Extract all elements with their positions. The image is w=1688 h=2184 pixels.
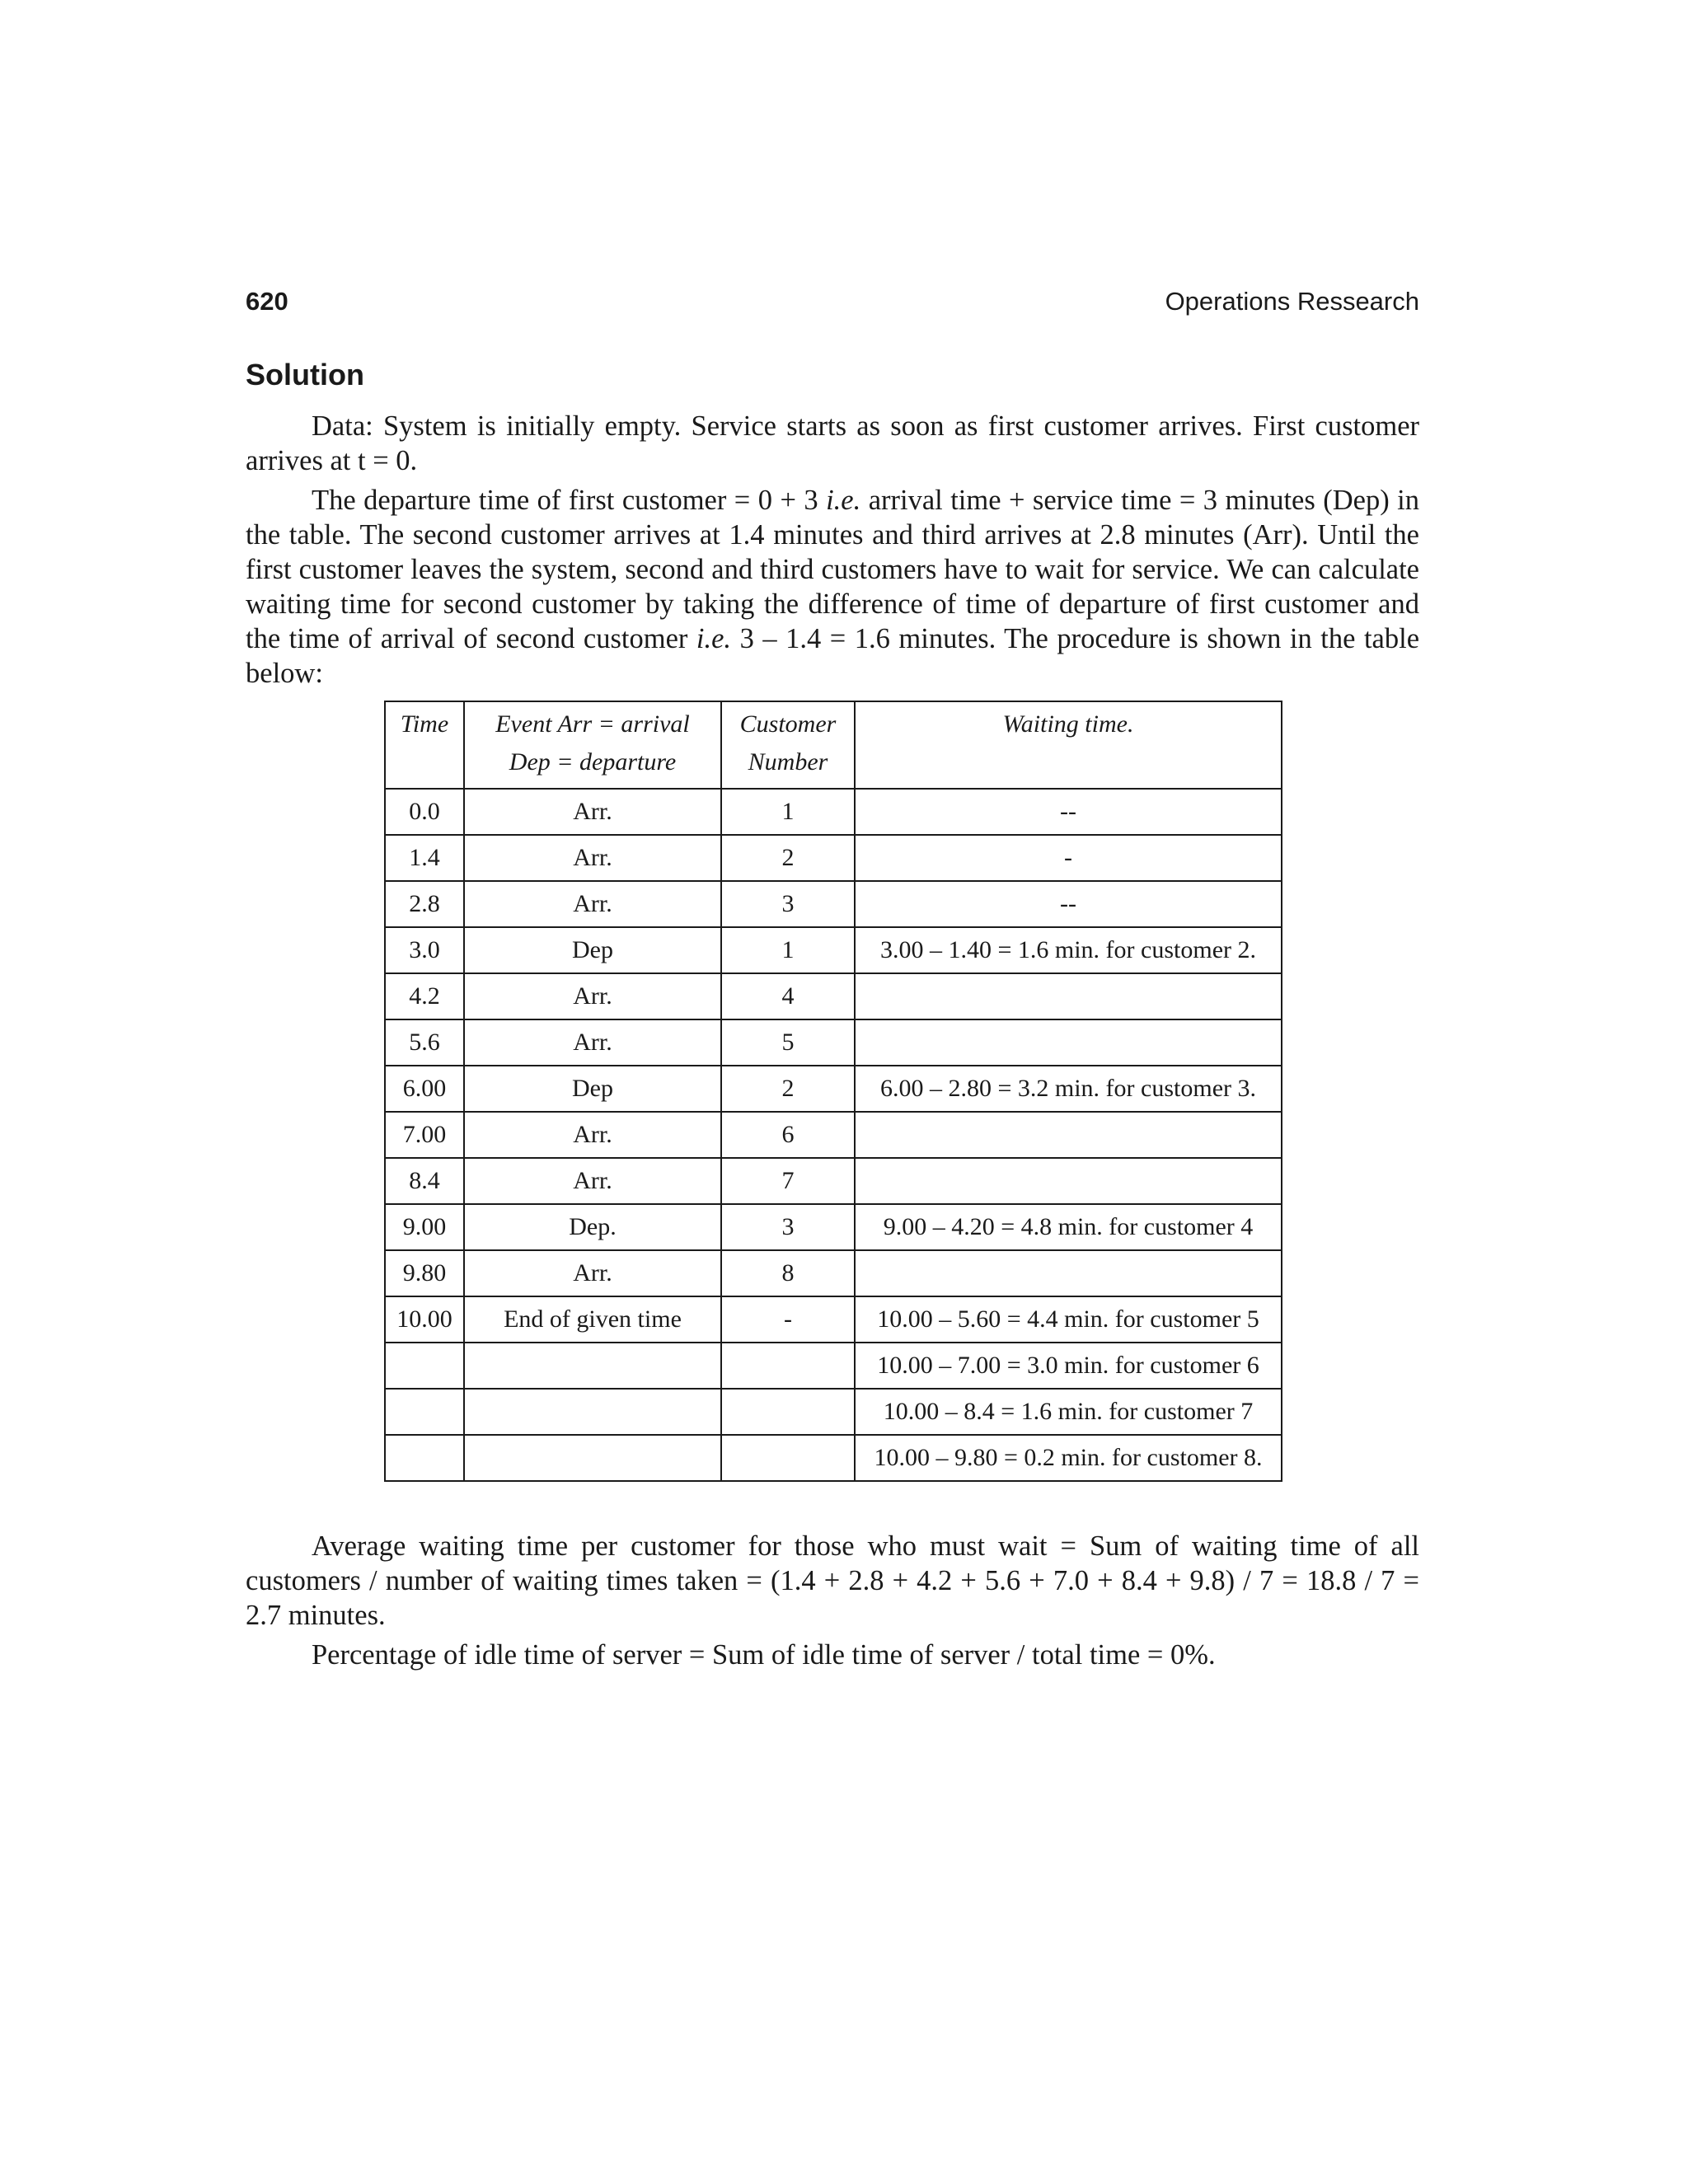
table-row [385, 1250, 1282, 1296]
cell-customer [721, 1435, 855, 1481]
section-heading: Solution [246, 358, 364, 391]
intro-paragraph-1: Data: System is initially empty. Service starts as soon as first customer arrives. First customer arrives at t = 0. [246, 410, 1419, 476]
header-waiting [855, 701, 1282, 789]
table-body [385, 789, 1282, 1481]
cell-customer: 2 [721, 1066, 855, 1112]
cell-time: 3.0 [385, 927, 464, 973]
cell-time: 6.00 [385, 1066, 464, 1112]
header-event-line-1: Event Arr = arrival [495, 710, 690, 738]
outro-text [246, 1529, 1419, 1677]
cell-event: Dep [464, 927, 721, 973]
intro-paragraph-2 [246, 483, 1419, 691]
header-customer-line-2: Number [748, 748, 828, 776]
table-row [385, 789, 1282, 835]
cell-waiting: - [855, 835, 1282, 881]
cell-customer: 3 [721, 1204, 855, 1250]
cell-time: 7.00 [385, 1112, 464, 1158]
cell-customer: 5 [721, 1019, 855, 1066]
cell-waiting [855, 973, 1282, 1019]
header-customer [721, 701, 855, 789]
cell-event: Arr. [464, 1019, 721, 1066]
cell-waiting [855, 1112, 1282, 1158]
header-time [385, 701, 464, 789]
cell-customer [721, 1343, 855, 1389]
table-row [385, 1296, 1282, 1343]
cell-event: Arr. [464, 789, 721, 835]
cell-event [464, 1435, 721, 1481]
intro-p2-before: The departure time of first customer = 0 + 3 [312, 485, 827, 516]
page-header [246, 287, 1419, 323]
cell-time [385, 1389, 464, 1435]
table-row [385, 881, 1282, 927]
cell-event: Arr. [464, 835, 721, 881]
cell-time [385, 1435, 464, 1481]
cell-waiting: 10.00 – 9.80 = 0.2 min. for customer 8. [855, 1435, 1282, 1481]
cell-time [385, 1343, 464, 1389]
cell-event: Dep [464, 1066, 721, 1112]
cell-waiting: 10.00 – 8.4 = 1.6 min. for customer 7 [855, 1389, 1282, 1435]
table-row [385, 1389, 1282, 1435]
cell-customer: 3 [721, 881, 855, 927]
cell-customer: 1 [721, 927, 855, 973]
table-row [385, 973, 1282, 1019]
table-row [385, 1343, 1282, 1389]
header-event-line-2: Dep = departure [509, 748, 677, 776]
cell-waiting: 9.00 – 4.20 = 4.8 min. for customer 4 [855, 1204, 1282, 1250]
table-row [385, 1158, 1282, 1204]
cell-waiting [855, 1019, 1282, 1066]
cell-time: 10.00 [385, 1296, 464, 1343]
intro-p2-after: 3 – 1.4 = 1.6 minutes. The procedure is shown in the table below: [246, 623, 1420, 689]
intro-text [246, 409, 1419, 696]
cell-customer: 7 [721, 1158, 855, 1204]
cell-customer: - [721, 1296, 855, 1343]
cell-event [464, 1389, 721, 1435]
cell-customer: 4 [721, 973, 855, 1019]
cell-event: Dep. [464, 1204, 721, 1250]
cell-waiting: -- [855, 881, 1282, 927]
cell-time: 0.0 [385, 789, 464, 835]
simulation-table [384, 701, 1282, 1482]
table-row [385, 927, 1282, 973]
cell-event: End of given time [464, 1296, 721, 1343]
cell-event: Arr. [464, 1112, 721, 1158]
page-number: 620 [246, 287, 288, 316]
cell-time: 5.6 [385, 1019, 464, 1066]
table-row [385, 1112, 1282, 1158]
cell-waiting: -- [855, 789, 1282, 835]
header-time-label: Time [400, 710, 449, 738]
table-header-row [385, 701, 1282, 789]
cell-time: 4.2 [385, 973, 464, 1019]
cell-waiting: 3.00 – 1.40 = 1.6 min. for customer 2. [855, 927, 1282, 973]
cell-time: 2.8 [385, 881, 464, 927]
cell-customer [721, 1389, 855, 1435]
cell-customer: 2 [721, 835, 855, 881]
cell-time: 9.80 [385, 1250, 464, 1296]
cell-waiting: 6.00 – 2.80 = 3.2 min. for customer 3. [855, 1066, 1282, 1112]
cell-waiting: 10.00 – 7.00 = 3.0 min. for customer 6 [855, 1343, 1282, 1389]
cell-event [464, 1343, 721, 1389]
running-title: Operations Ressearch [1165, 287, 1419, 316]
cell-customer: 6 [721, 1112, 855, 1158]
header-waiting-label: Waiting time. [1002, 710, 1134, 738]
header-customer-line-1: Customer [739, 710, 837, 738]
cell-event: Arr. [464, 881, 721, 927]
cell-event: Arr. [464, 1158, 721, 1204]
cell-waiting [855, 1158, 1282, 1204]
table-row [385, 1066, 1282, 1112]
intro-p2-ie-1: i.e. [826, 485, 861, 516]
cell-time: 1.4 [385, 835, 464, 881]
outro-paragraph-2: Percentage of idle time of server = Sum of idle time of server / total time = 0%. [312, 1639, 1216, 1671]
cell-event: Arr. [464, 1250, 721, 1296]
table-row [385, 1435, 1282, 1481]
cell-waiting: 10.00 – 5.60 = 4.4 min. for customer 5 [855, 1296, 1282, 1343]
intro-p2-ie-2: i.e. [696, 623, 732, 654]
cell-waiting [855, 1250, 1282, 1296]
cell-customer: 8 [721, 1250, 855, 1296]
table-row [385, 1019, 1282, 1066]
cell-customer: 1 [721, 789, 855, 835]
cell-event: Arr. [464, 973, 721, 1019]
cell-time: 8.4 [385, 1158, 464, 1204]
header-event [464, 701, 721, 789]
table-row [385, 1204, 1282, 1250]
outro-paragraph-1: Average waiting time per customer for those who must wait = Sum of waiting time of all customers / number of waiting times taken = (1.4 + 2.8 + 4.2 + 5.6 + 7.0 + 8.4 + 9.8) / 7 = 18.8 / 7 = 2.7 minutes. [246, 1530, 1419, 1631]
intro-p2-mid: arrival time + service time = 3 minutes (Dep) in the table. The second customer arrives at 1.4 minutes and third arrives at 2.8 minutes (Arr). Until the first customer leaves the system, second and third customers have to wait for service. We can calculate waiting time for second customer by taking the difference of time of departure of first customer and the time of arrival of second customer [246, 485, 1419, 654]
table-row [385, 835, 1282, 881]
cell-time: 9.00 [385, 1204, 464, 1250]
